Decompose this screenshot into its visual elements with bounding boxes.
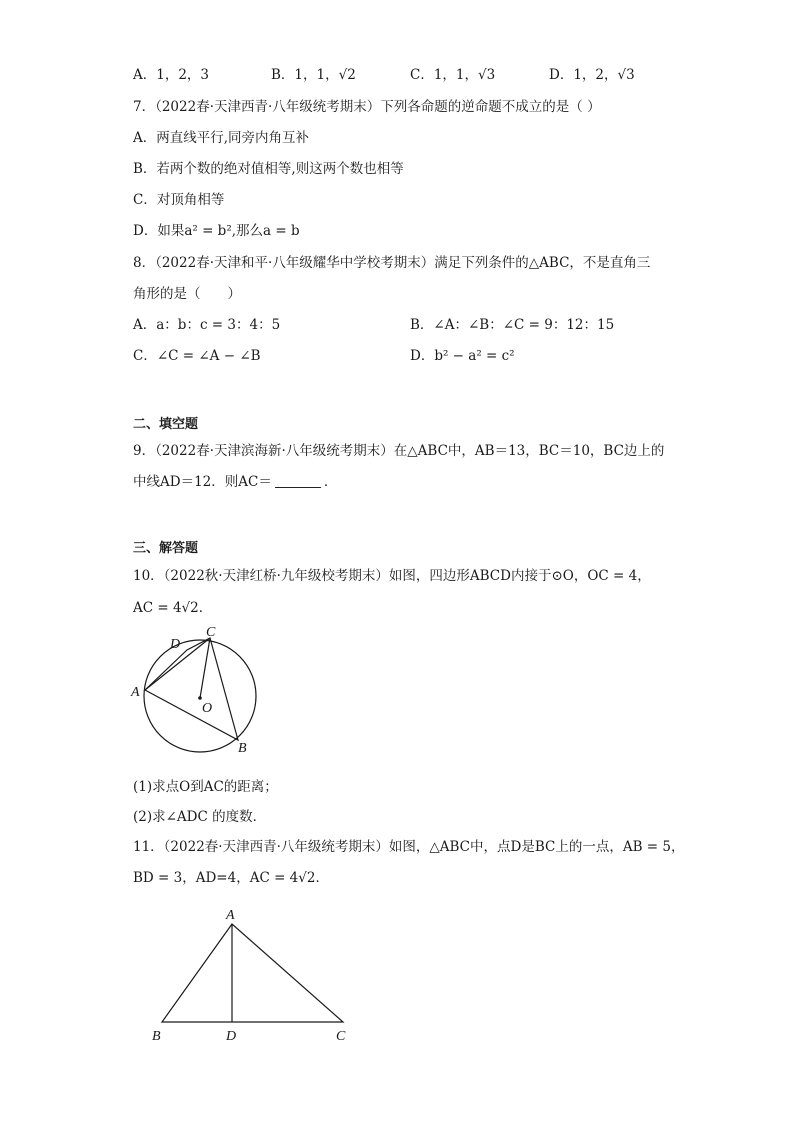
label-c: C	[206, 625, 216, 640]
label-a: A	[226, 908, 235, 923]
segment-oc	[200, 638, 210, 698]
q7-option-d: D．如果a² = b²,那么a = b	[133, 223, 300, 239]
q6-option-b: B．1，1，√2	[271, 67, 356, 83]
q8-stem-line1: 8．（2022春·天津和平·八年级耀华中学校考期末）满足下列条件的△ABC，不是直角三	[133, 255, 651, 271]
q10-stem-line1: 10．（2022秋·天津红桥·九年级校考期末）如图，四边形ABCD内接于⊙O，OC = 4，	[133, 568, 651, 584]
q10-sub-2: (2)求∠ADC 的度数．	[133, 809, 267, 825]
q8-option-d: D．b² − a² = c²	[410, 348, 515, 364]
label-a: A	[131, 685, 140, 700]
section-title-solve: 三、解答题	[133, 541, 199, 556]
q9-stem-line2	[133, 472, 337, 492]
q10-figure-circle	[128, 624, 268, 760]
label-d: D	[226, 1029, 237, 1044]
q8-stem-line2: 角形的是（ ）	[133, 286, 241, 302]
q9-stem-text: 中线AD＝12．则AC＝	[133, 474, 272, 490]
section-title-fill-blank: 二、填空题	[133, 417, 199, 432]
q9-stem-end: ．	[323, 474, 338, 490]
q6-option-a: A．1，2，3	[133, 67, 210, 83]
triangle-abc	[162, 924, 343, 1022]
q11-stem-line1: 11．（2022春·天津西青·八年级统考期末）如图，△ABC中，点D是BC上的一点，AB = 5，	[133, 839, 685, 855]
q10-sub-1: (1)求点O到AC的距离；	[133, 779, 278, 795]
q10-stem-line2: AC = 4√2．	[133, 600, 213, 616]
q11-figure-triangle	[140, 900, 370, 1050]
label-c: C	[336, 1029, 346, 1044]
q7-stem: 7．（2022春·天津西青·八年级统考期末）下列各命题的逆命题不成立的是（ ）	[133, 99, 601, 115]
q7-option-a: A．两直线平行,同旁内角互补	[133, 130, 310, 146]
label-o: O	[202, 701, 213, 716]
label-b: B	[238, 741, 247, 756]
q8-option-c: C．∠C = ∠A − ∠B	[133, 348, 261, 364]
q6-option-d: D．1，2，√3	[549, 67, 635, 83]
q7-option-b: B．若两个数的绝对值相等,则这两个数也相等	[133, 161, 404, 177]
point-o	[198, 696, 202, 700]
q9-stem-line1: 9．（2022春·天津滨海新·八年级统考期末）在△ABC中，AB＝13，BC＝10，BC边上的	[133, 443, 665, 459]
label-d: D	[170, 637, 181, 652]
label-b: B	[152, 1029, 161, 1044]
q7-option-c: C．对顶角相等	[133, 192, 225, 208]
q8-option-b: B．∠A：∠B：∠C = 9：12：15	[410, 317, 615, 333]
q9-answer-blank[interactable]	[275, 473, 321, 488]
q8-option-a: A．a：b：c = 3：4：5	[133, 317, 281, 333]
q11-stem-line2: BD = 3，AD=4，AC = 4√2．	[133, 870, 329, 886]
q6-option-c: C．1，1，√3	[410, 67, 496, 83]
